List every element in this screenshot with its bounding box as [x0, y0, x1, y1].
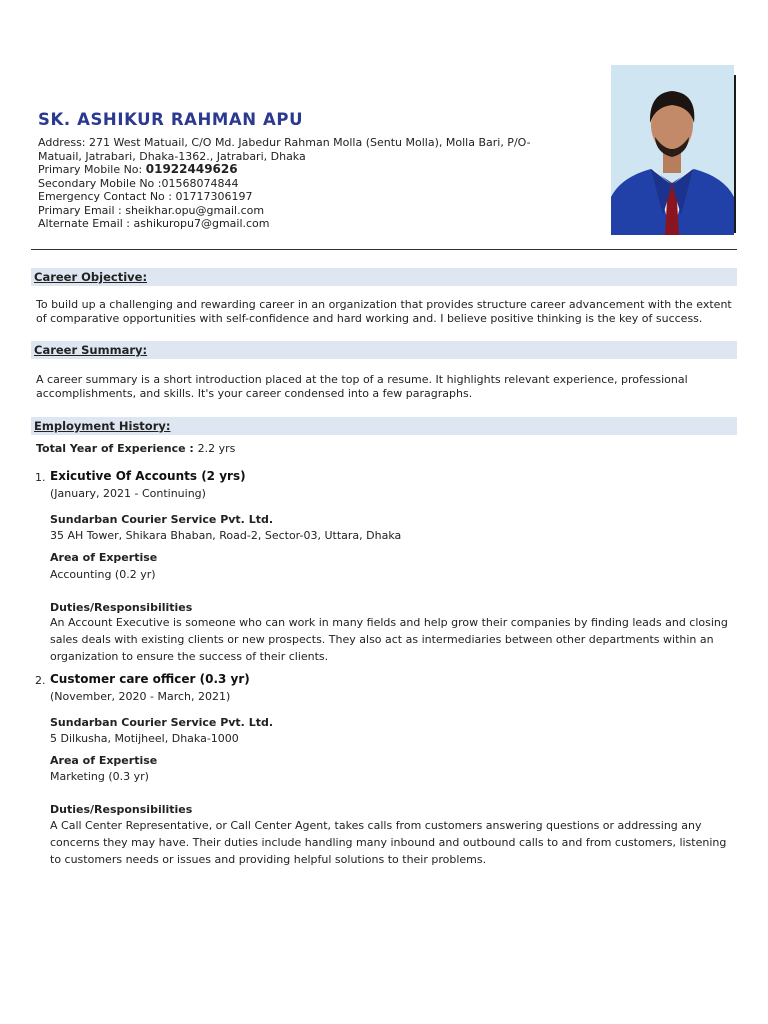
- job-2-period: (November, 2020 - March, 2021): [50, 690, 231, 703]
- address: Address: 271 West Matuail, C/O Md. Jabedur Rahman Molla (Sentu Molla), Molla Bari, P/O-Matuail, Jatrabari, Dhaka-1362., Jatrabari, Dhaka: [38, 136, 531, 163]
- job-2-company: Sundarban Courier Service Pvt. Ltd.: [50, 716, 274, 729]
- career-summary-heading: [31, 341, 737, 359]
- header-divider: [31, 249, 737, 250]
- job-1-address: 35 AH Tower, Shikara Bhaban, Road-2, Sector-03, Uttara, Dhaka: [50, 529, 402, 542]
- job-2-duties-label: Duties/Responsibilities: [50, 803, 193, 816]
- job-2-number: 2.: [35, 674, 46, 687]
- primary-mobile-line: [38, 163, 558, 177]
- job-1-company: Sundarban Courier Service Pvt. Ltd.: [50, 513, 274, 526]
- emergency-contact: Emergency Contact No : 01717306197: [38, 190, 253, 203]
- total-experience-label: Total Year of Experience :: [36, 442, 198, 455]
- job-2-address: 5 Dilkusha, Motijheel, Dhaka-1000: [50, 732, 239, 745]
- primary-mobile-label: Primary Mobile No:: [38, 163, 146, 176]
- person-portrait-icon: [611, 65, 734, 235]
- job-2-title: Customer care officer (0.3 yr): [50, 672, 250, 686]
- profile-photo: [611, 65, 734, 235]
- candidate-name: SK. ASHIKUR RAHMAN APU: [38, 110, 304, 129]
- contact-block: [38, 136, 558, 231]
- employment-history-title: Employment History:: [34, 419, 171, 433]
- employment-history-heading: [31, 417, 737, 435]
- career-objective-heading: [31, 268, 737, 286]
- job-1-expertise-label: Area of Expertise: [50, 551, 158, 564]
- total-experience-value: 2.2 yrs: [197, 442, 236, 455]
- job-1-expertise: Accounting (0.2 yr): [50, 568, 156, 581]
- career-objective-title: Career Objective:: [34, 270, 148, 284]
- primary-email: Primary Email : sheikhar.opu@gmail.com: [38, 203, 265, 217]
- job-1-title: Exicutive Of Accounts (2 yrs): [50, 469, 246, 483]
- job-2-duties: A Call Center Representative, or Call Center Agent, takes calls from customers answering questions or addressing any concerns they may have. Their duties include handling many inbound and outbound calls to and from customers, listening to customers needs or issues and providing helpful solutions to their problems.: [50, 819, 727, 866]
- job-1-duties-label: Duties/Responsibilities: [50, 601, 193, 614]
- career-objective-text: To build up a challenging and rewarding career in an organization that provides structure career advancement with the extent of comparative opportunities with self-confidence and hard working and. I believe positive thinking is the key of success.: [36, 298, 732, 325]
- total-experience: [36, 442, 235, 455]
- career-summary-text: A career summary is a short introduction placed at the top of a resume. It highlights relevant experience, professional accomplishments, and skills. It's your career condensed into a few paragraphs.: [36, 373, 688, 400]
- photo-border: [734, 75, 736, 233]
- job-2-expertise: Marketing (0.3 yr): [50, 770, 149, 783]
- job-1-number: 1.: [35, 471, 46, 484]
- primary-mobile: 01922449626: [145, 162, 238, 176]
- career-summary-title: Career Summary:: [34, 343, 148, 357]
- alternate-email: Alternate Email : ashikuropu7@gmail.com: [38, 217, 270, 230]
- job-1-duties: An Account Executive is someone who can work in many fields and help grow their companies by finding leads and closing sales deals with existing clients or new prospects. They also act as intermediaries between other departments within an organization to ensure the success of their clients.: [50, 616, 728, 663]
- job-2-expertise-label: Area of Expertise: [50, 754, 158, 767]
- secondary-mobile: Secondary Mobile No :01568074844: [38, 176, 239, 190]
- job-1-period: (January, 2021 - Continuing): [50, 487, 206, 500]
